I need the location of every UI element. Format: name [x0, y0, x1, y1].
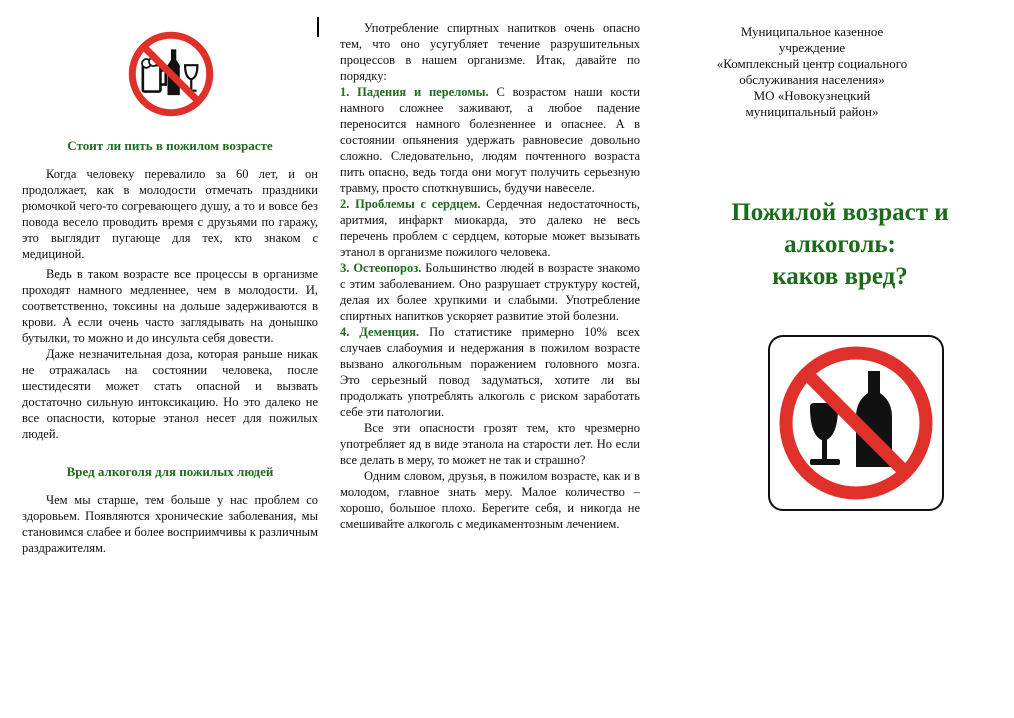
list-item-text: По статистике примерно 10% всех случаев слабоумия и недержания в пожилом возрасте вызвано алкогольным поражением головного мозга. Это серьезный повод задуматься, хотите ли вы продолжать употреблять алкоголь с риском заработать себе эти патологии. [340, 325, 640, 419]
paragraph: Когда человеку перевалило за 60 лет, и он продолжает, как в молодости отмечать праздники рюмочкой чего-то согревающего душу, а то и вовсе без повода весело проводить время с друзьями по гаражу, это выглядит пугающе для тех, кто знаком с медициной. [22, 167, 318, 261]
paragraph: Чем мы старше, тем больше у нас проблем со здоровьем. Появляются хронические заболевания, мы становимся слабее и более восприимчивы к различным раздражителям. [22, 493, 318, 555]
paragraph-intro: Употребление спиртных напитков очень опасно тем, что оно усугубляет течение разрушительных процессов в нашем организме. Итак, давайте по порядку: [340, 21, 640, 83]
list-item-text: Большинство людей в возрасте знакомо с этим заболеванием. Оно разрушает структуру костей, делая их более хрупкими и слабыми. Употребление спиртных напитков ускоряет развитие этой болезни. [340, 261, 640, 323]
paragraph: Все эти опасности грозят тем, кто чрезмерно употребляет яд в виде этанола на старости лет. Но если все делать в меру, то может не так и страшно? [340, 421, 640, 467]
paragraph: Даже незначительная доза, которая раньше никак не отражалась на состоянии человека, после шестидесяти может стать опасной и вызвать достаточно сильную интоксикацию. Но это далеко не все опасности, которые этанол несет для пожилых людей. [22, 347, 318, 441]
heading-harm: Вред алкоголя для пожилых людей [66, 464, 274, 479]
column-left [22, 138, 318, 556]
heading-should-drink: Стоит ли пить в пожилом возрасте [67, 138, 273, 153]
list-item [340, 260, 640, 324]
list-item-title: 1. Падения и переломы. [340, 85, 489, 99]
list-item [340, 84, 640, 196]
paragraph: Ведь в таком возрасте все процессы в организме проходят намного медленнее, чем в молодости. И, соответственно, токсины на дольше задерживаются в крови. А если очень часто заглядывать на донышко бутылки, то можно и до инсульта себя довести. [22, 267, 318, 345]
list-item [340, 196, 640, 260]
paragraph: Одним словом, друзья, в пожилом возрасте, как и в молодом, главное знать меру. Малое количество – хорошо, большое плохо. Берегите себя, и никогда не смешивайте алкоголь с медикаментозным лечением. [340, 469, 640, 531]
main-title: Пожилой возраст и [731, 199, 949, 226]
list-item-text: С возрастом наши кости намного сложнее заживают, а любое падение переносится намного болезненнее и опаснее. А в состоянии опьянения удержать равновесие довольно сложно. Следовательно, людям почтенного возраста пить опасно, ведь тогда они могут получить серьезную травму, просто споткнувшись, будучи навеселе. [340, 85, 640, 195]
column-divider [317, 17, 319, 37]
org-name: МО «Новокузнецкий муниципальный район» [745, 88, 879, 119]
list-item [340, 324, 640, 420]
list-item-title: 2. Проблемы с сердцем. [340, 197, 481, 211]
list-item-title: 3. Остеопороз. [340, 261, 422, 275]
main-title: алкоголь: [784, 231, 896, 258]
main-title: каков вред? [772, 263, 908, 290]
no-alcohol-icon [127, 30, 215, 118]
column-right [712, 24, 912, 120]
no-alcohol-sign-icon [768, 335, 944, 511]
org-name: «Комплексный центр социального обслуживания населения» [716, 56, 908, 87]
org-name: Муниципальное казенное учреждение [740, 24, 884, 55]
title-block [690, 197, 990, 293]
list-item-text: Сердечная недостаточность, аритмия, инфаркт миокарда, это далеко не весь перечень проблем с сердцем, которые может вызывать этанол в организме пожилого человека. [340, 197, 640, 259]
column-middle [340, 20, 640, 532]
list-item-title: 4. Деменция. [340, 325, 420, 339]
